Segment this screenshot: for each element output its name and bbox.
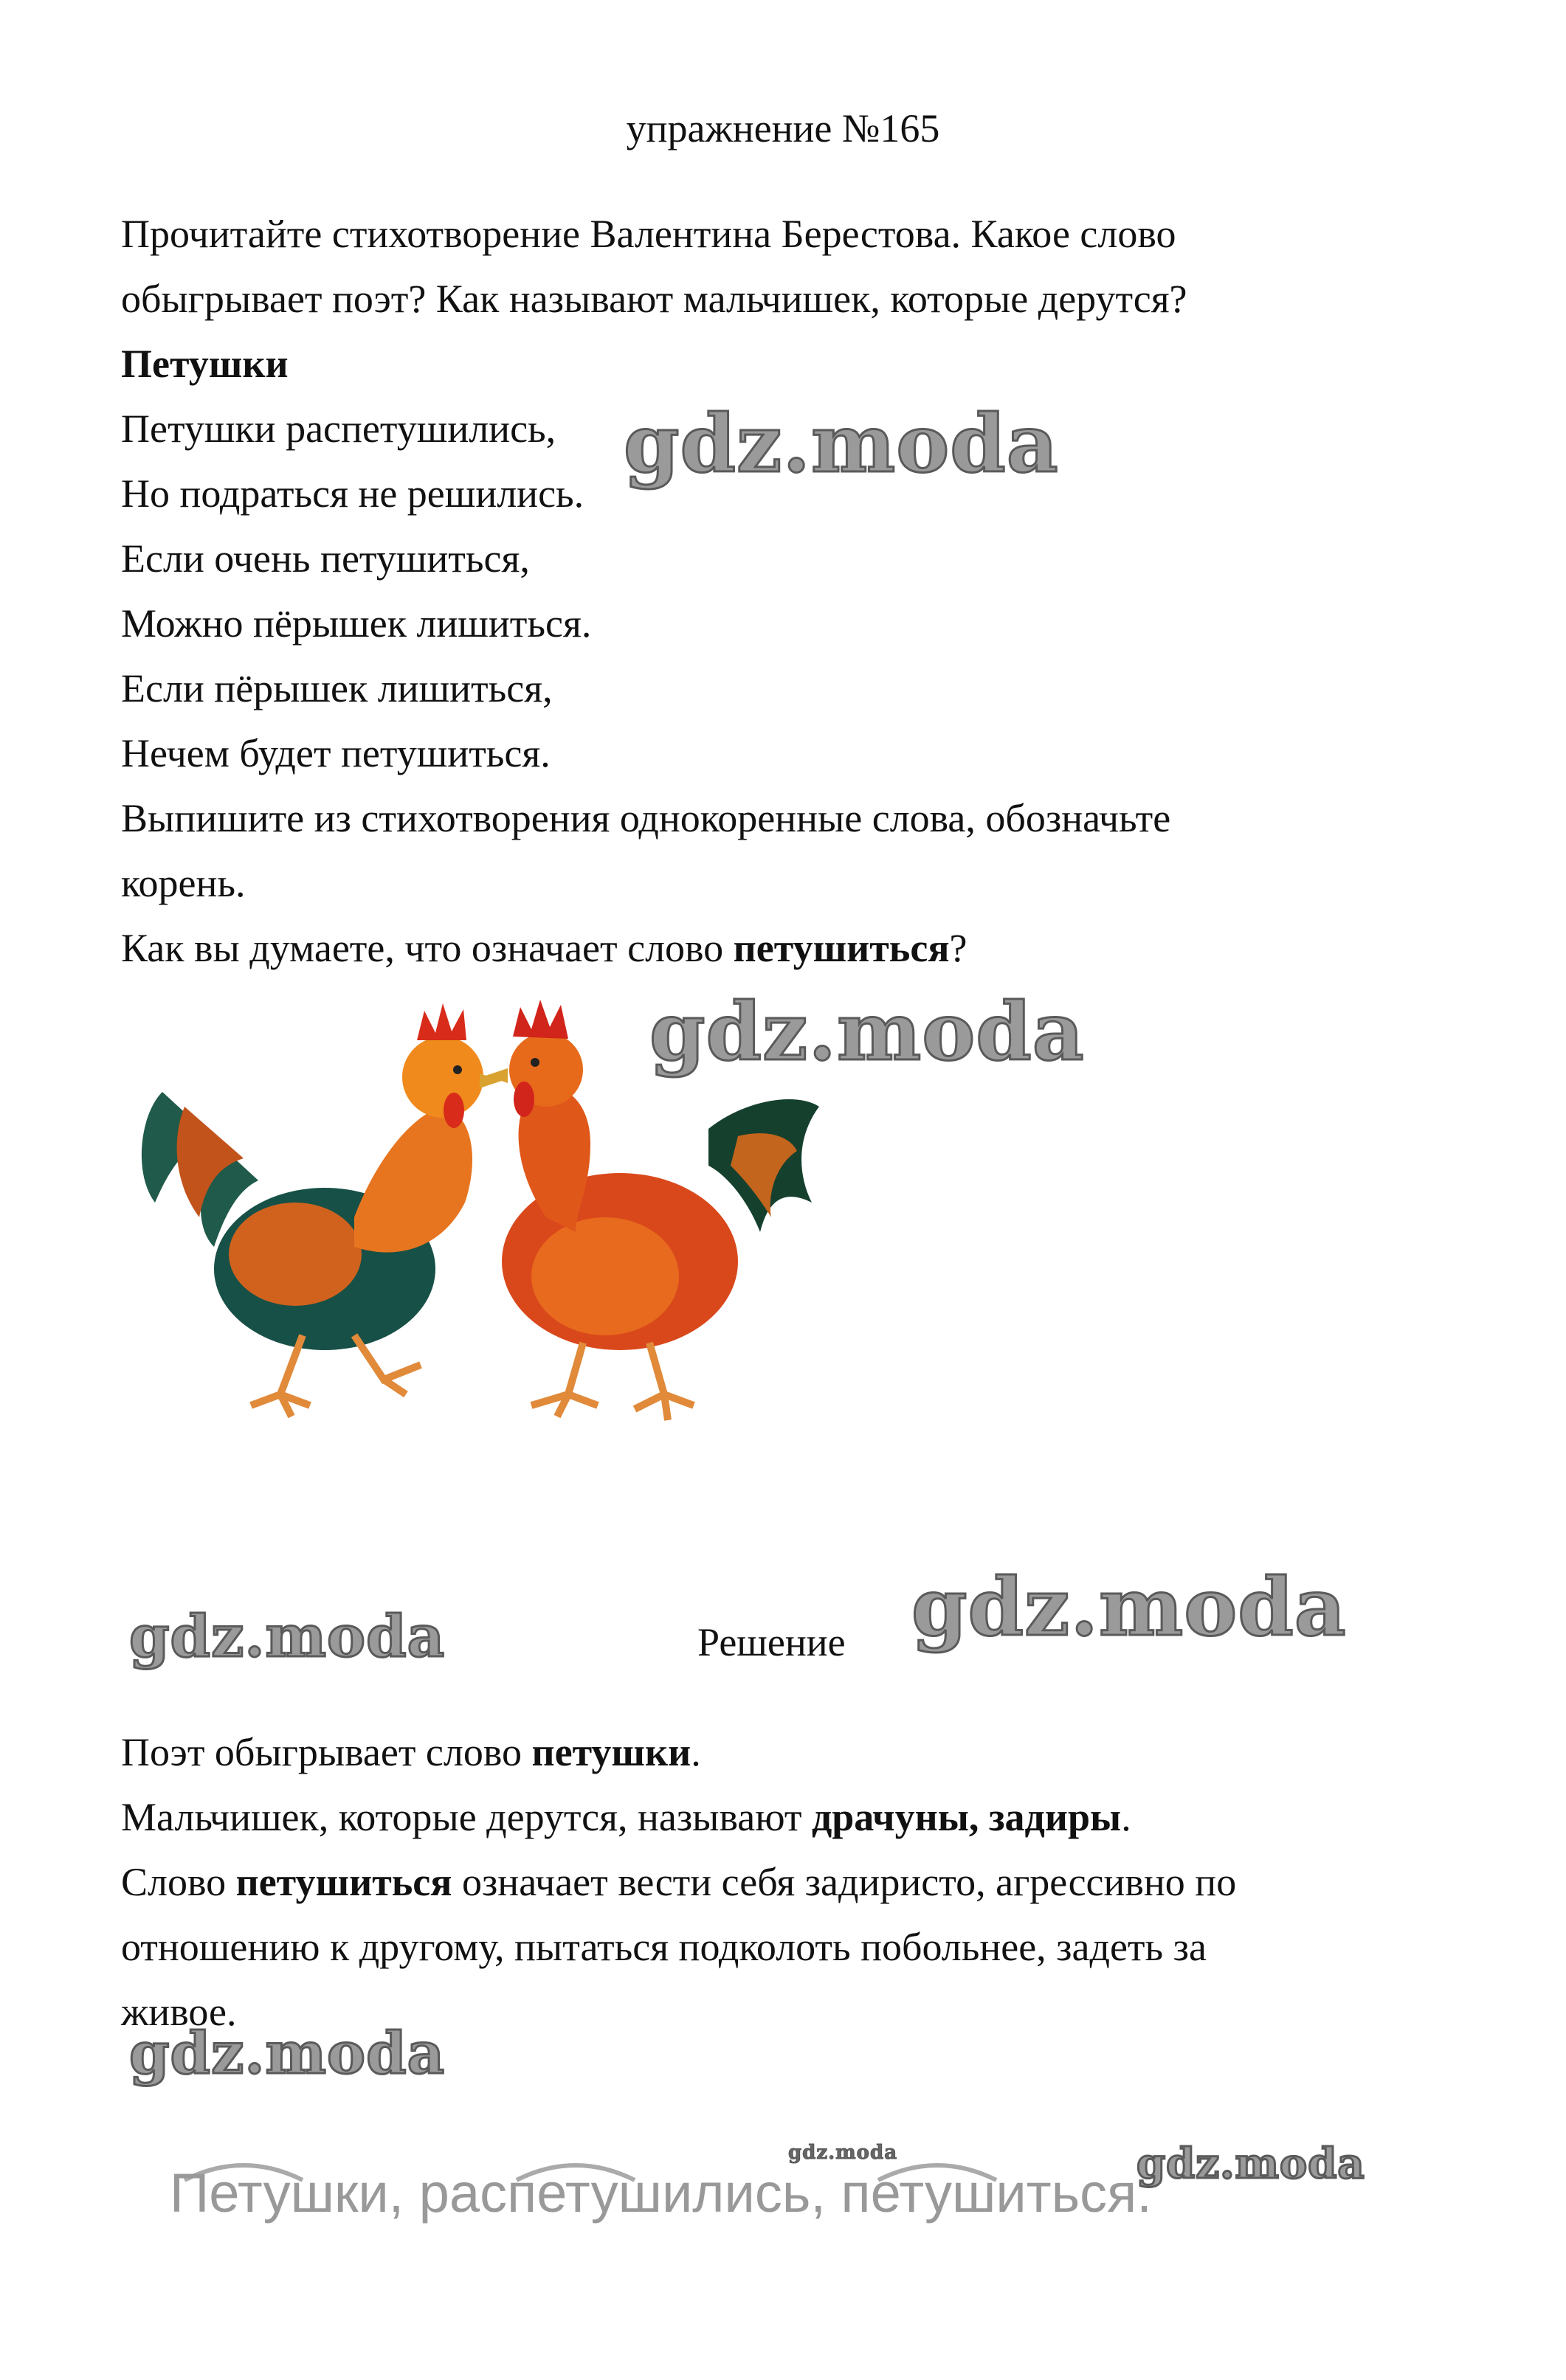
exercise-title: упражнение №165	[626, 106, 940, 151]
question-line: Как вы думаете, что означает слово петушиться?	[121, 926, 967, 970]
solution-title: Решение	[697, 1620, 846, 1664]
solution-line2: Мальчишек, которые дерутся, называют драчуны, задиры.	[121, 1795, 1131, 1839]
watermark: gdz.moda	[788, 2142, 898, 2164]
task-intro-line1: Прочитайте стихотворение Валентина Берестова. Какое слово	[121, 212, 1176, 256]
solution-line4: отношению к другому, пытаться подколоть побольнее, задеть за	[121, 1925, 1207, 1969]
instruction-line1: Выпишите из стихотворения однокоренные слова, обозначьте	[121, 796, 1171, 840]
solution-line1: Поэт обыгрывает слово петушки.	[121, 1730, 701, 1774]
poem-line-2: Но подраться не решились.	[121, 471, 584, 516]
solution-line5: живое.	[121, 1990, 237, 2034]
watermark: gdz.moda	[649, 986, 1085, 1079]
watermark: gdz.moda	[911, 1561, 1347, 1654]
poem-title: Петушки	[121, 342, 289, 386]
poem-line-1: Петушки распетушились,	[121, 407, 556, 451]
question-keyword: петушиться	[733, 926, 950, 970]
right-rooster	[486, 1000, 819, 1420]
solution-line3: Слово петушиться означает вести себя задиристо, агрессивно по	[121, 1860, 1237, 1904]
watermark: gdz.moda	[129, 1603, 446, 1670]
poem-line-3: Если очень петушиться,	[121, 536, 530, 581]
poem-line-6: Нечем будет петушиться.	[121, 731, 551, 775]
roosters-illustration	[133, 981, 871, 1439]
watermark: gdz.moda	[624, 398, 1059, 491]
watermark: gdz.moda	[1136, 2139, 1365, 2188]
left-rooster	[142, 1003, 502, 1416]
poem-line-5: Если пёрышек лишиться,	[121, 666, 553, 710]
answer-image-text: Петушки, распетушились, петушиться.	[170, 2162, 1152, 2224]
poem-line-4: Можно пёрышек лишиться.	[121, 601, 592, 646]
task-intro-line2: обыгрывает поэт? Как называют мальчишек, которые дерутся?	[121, 277, 1187, 321]
watermark: gdz.moda	[129, 2020, 446, 2087]
instruction-line2: корень.	[121, 861, 246, 905]
